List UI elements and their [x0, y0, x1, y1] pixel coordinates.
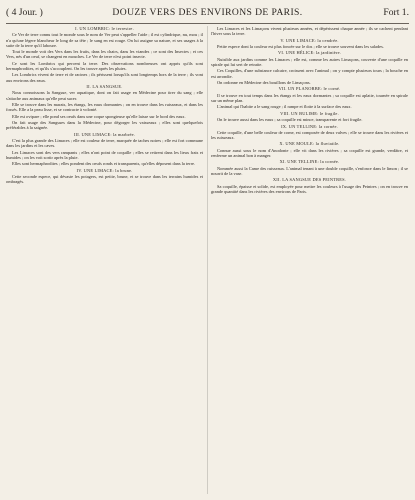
paragraph: Nuisible aux jardins comme les Limaces ; elle est, comme les autres Limaçons, couverte d'une coquille en spirale qui lui sert de retraite.	[211, 56, 408, 67]
header-right: Fort 1.	[383, 7, 409, 18]
paragraph: XI. UNE TELLINE: la cornée.	[279, 159, 340, 165]
paragraph: II. LA SANGSUE.	[86, 83, 123, 89]
header-rule	[6, 23, 409, 24]
page-header	[6, 6, 409, 20]
paragraph: Elle se trouve dans les marais, les étangs, les eaux dormantes ; on en trouve dans les ruisseaux, et dans les fossés. Elle a la peau lisse, et se contracte à volonté.	[6, 101, 203, 113]
right-column	[211, 26, 408, 195]
paragraph: Elles sont hermaphrodites ; elles pondent des oeufs ronds et transparents, qu'elles déposent dans la terre.	[12, 161, 196, 167]
paragraph: Ce Ver de terre connu tout le monde sous le nom de Ver peut s'appeller l'aide ; il est cylindrique, nu, mou ; il n'a qu'une légere blancheur le long de sa tête ; le sang en est rouge. On lui assigne sa nature, et ses usages à la suite de la terre qu'il laboure.	[6, 32, 203, 48]
paragraph: VII. UN PLANORBE: le corné.	[278, 86, 341, 92]
paragraph: Ce sont les Lombrics qui percent la terre. Des observations nombreuses ont appris qu'ils sont hermaphrodites, et qu'ils s'accouplent. On les trouve après les pluies.	[6, 60, 203, 71]
paragraph: IV. UNE LIMACE: la brune.	[76, 167, 133, 173]
paragraph: III. UNE LIMACE: la marbrée.	[73, 131, 136, 137]
paragraph: Nommée aussi la Came des ruisseaux. L'animal tenant à une double coquille, s'enfonce dans le limon ; il se nourrit de la vase.	[211, 165, 408, 177]
paragraph: Cette coquille, d'une belle couleur de corne, est composée de deux valves ; elle se trouve dans les rivières et les ruisseaux.	[211, 129, 408, 141]
paragraph: Elle est ovipare ; elle pond ses oeufs dans une coque spongieuse qu'elle laisse sur le bord des eaux.	[12, 113, 186, 119]
paragraph: C'est la plus grande des Limaces ; elle est couleur de terre, marquée de taches noires ; elle est fort commune dans les jardins et les caves.	[6, 137, 203, 149]
paragraph: Petite espece dont la couleur est plus foncée sur le dos ; elle se trouve souvent dans les salades.	[217, 43, 384, 49]
paragraph: On ordonne en Médecine des bouillons de Limaçons.	[217, 79, 311, 85]
paragraph: V. UNE LIMACE: la cendrée.	[280, 37, 339, 43]
paragraph: Connue aussi sous le nom d'Anodonte ; elle vit dans les rivières ; sa coquille est grande, verdâtre, et renferme un animal bon à manger.	[211, 147, 408, 159]
paragraph: L'animal qui l'habite a le sang rouge ; il rampe et flotte à la surface des eaux.	[217, 104, 352, 110]
page-title: DOUZE VERS DES ENVIRONS DE PARIS.	[112, 7, 303, 18]
column-divider	[207, 26, 208, 494]
paragraph: IX. UN TELLINE: la cornée.	[281, 123, 338, 129]
paragraph: XII. LA SANGSUE DES PEINTRES.	[272, 177, 347, 183]
paragraph: On le trouve aussi dans les eaux ; sa coquille est mince, transparente et fort fragile.	[217, 117, 363, 123]
left-column	[6, 26, 203, 185]
paragraph: Tout le monde voit des Vers dans les fruits, dans les chairs, dans les viandes ; ce sont des Insectes ; et ces Vers, nés d'un oeuf, se changent en mouches. Le Ver de terre n'est point insecte.	[6, 49, 203, 60]
paragraph: I. UN LOMBRIC: le terrestre.	[75, 26, 134, 31]
paragraph: VI. UNE HÉLICE: la jardinière.	[277, 50, 342, 56]
paragraph: Il se trouve en tout temps dans les étangs et les eaux dormantes ; sa coquille est aplatie, tournée en spirale sur un même plan.	[211, 92, 408, 103]
paragraph: Les Limaces et les Limaçons vivent plusieurs années, et dépérissent chaque année ; ils se cachent pendant l'hiver sous la terre.	[211, 26, 408, 37]
header-left: ( 4 Jour. )	[6, 7, 43, 18]
paragraph: Les Lombrics vivent de terre et de racines ; ils périssent lorsqu'ils sont longtemps hors de la terre ; ils vont aux environs des eaux.	[6, 72, 203, 83]
paragraph: Cette seconde espece, qui dévaste les potagers, est petite, brune, et se trouve dans les terrains humides et ombragés.	[6, 173, 203, 185]
paragraph: On fait usage des Sangsues dans la Médecine, pour dégorger les vaisseaux ; elles sont quelquefois préférables à la saignée.	[6, 119, 203, 131]
paragraph: Les Limaces sont des vers rampants ; elles n'ont point de coquille ; elles se retirent dans les lieux frais et humides ; on les voit sortir après la pluie.	[6, 149, 203, 160]
paragraph: VIII. UN BULIME: le fragile.	[280, 110, 339, 116]
paragraph: X. UNE MOULE: la fluviatile.	[279, 141, 340, 147]
paragraph: Nous connoissons la Sangsue, ver aquatique, dont on fait usage en Médecine pour tirer du sang ; elle s'attache aux animaux qu'elle peut sucer.	[6, 90, 203, 101]
paragraph: Sa coquille, épaisse et solide, est employée pour mettre les couleurs à l'usage des Peintres ; on en trouve en grande quantité dans les rivières des environs de Paris.	[211, 183, 408, 195]
paragraph: Ces Coquilles, d'une substance calcaire, croissent avec l'animal ; on y compte plusieurs tours ; la bouche en est arrondie.	[211, 68, 408, 79]
